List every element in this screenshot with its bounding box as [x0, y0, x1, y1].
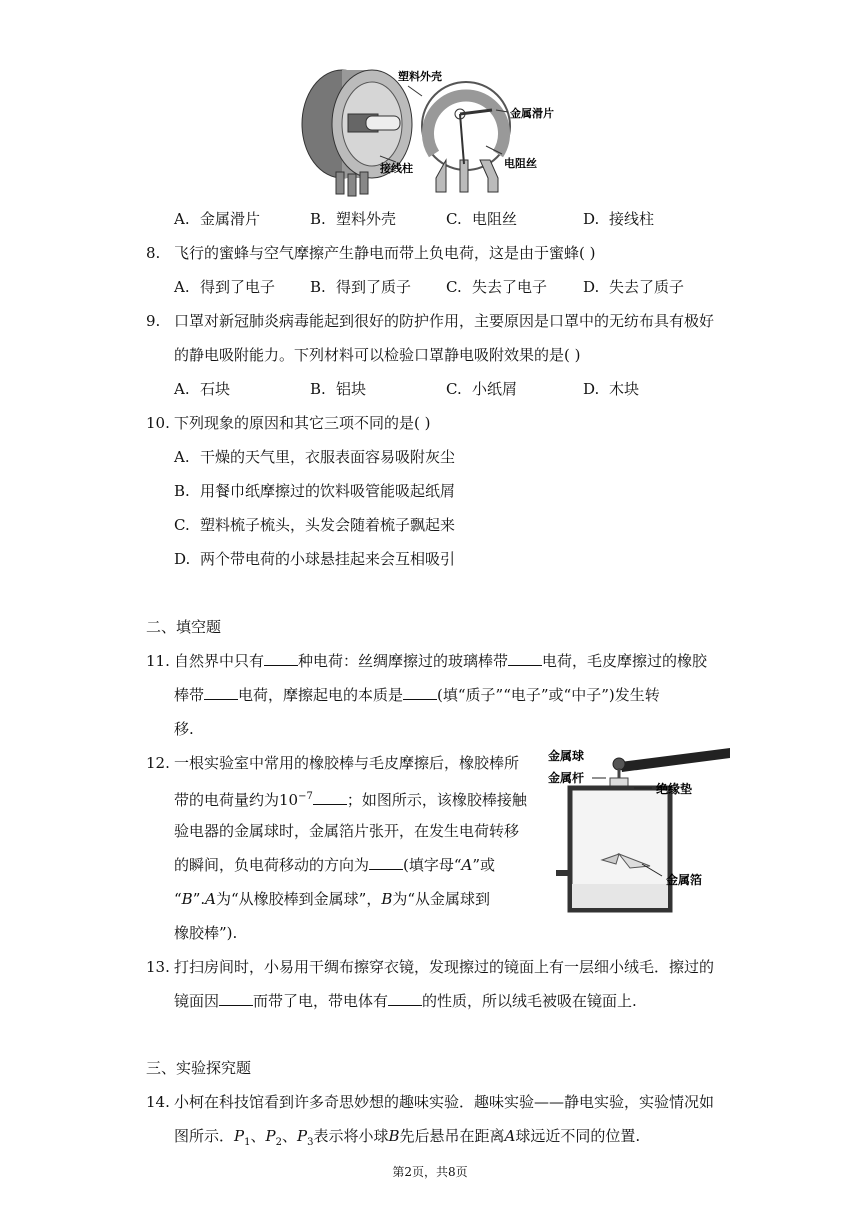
option-text: 塑料外壳 [336, 210, 397, 228]
question-number: 10. [146, 414, 170, 432]
option-text: 塑料梳子梳头，头发会随着梳子飘起来 [200, 516, 456, 534]
option-letter: A. [174, 210, 190, 228]
option-letter: A. [174, 278, 190, 296]
option-letter: B. [310, 278, 326, 296]
label-terminal: 接线柱 [380, 162, 413, 175]
potentiometer-side-view [302, 70, 412, 196]
question-number: 12. [146, 754, 170, 772]
question-text: 验电器的金属球时，金属箔片张开，在发生电荷转移 [174, 822, 520, 840]
text-run: 为“从橡胶棒到金属球”， [215, 890, 382, 908]
label-plastic-shell: 塑料外壳 [398, 70, 442, 83]
option-text: 干燥的天气里，衣服表面容易吸附灰尘 [200, 448, 456, 466]
option-text: 石块 [200, 380, 231, 398]
text-run: 带的电荷量约为 [174, 791, 280, 809]
math-variable: A [205, 890, 216, 908]
text-run: (填字母“ [403, 856, 462, 874]
question-text [174, 991, 637, 1011]
math-variable: P [265, 1127, 276, 1145]
math-variable: A [461, 856, 473, 874]
math-subscript: 2 [275, 1137, 282, 1148]
option-letter: D. [583, 278, 600, 296]
label-resistance-wire: 电阻丝 [504, 157, 537, 170]
question-text [174, 889, 490, 909]
option-text: 接线柱 [609, 210, 655, 228]
option-letter: A. [174, 448, 190, 466]
page-footer: 第2页，共8页 [392, 1165, 468, 1179]
option-letter: A. [174, 380, 190, 398]
jar-base-shading [572, 884, 668, 908]
text-run: (填“质子”“电子”或“中子”)发生转 [437, 686, 660, 704]
option-text: 小纸屑 [472, 380, 518, 398]
text-run: 球远近不同的位置. [515, 1127, 641, 1145]
answer-blank[interactable] [388, 991, 422, 1006]
option-letter: B. [310, 380, 326, 398]
section-heading: 二、填空题 [146, 618, 222, 636]
text-run: 、 [250, 1127, 266, 1145]
text-run: 棒带 [174, 686, 205, 704]
question-number: 13. [146, 958, 170, 976]
question-text: 飞行的蜜蜂与空气摩擦产生静电而带上负电荷，这是由于蜜蜂( ) [174, 244, 596, 262]
math-subscript: 3 [307, 1137, 314, 1148]
text-run: ；如图所示，该橡胶棒接触 [346, 791, 527, 809]
math-subscript: 1 [244, 1137, 251, 1148]
text-run: 而带了电，带电体有 [253, 992, 389, 1010]
text-run: 的性质，所以绒毛被吸在镜面上. [422, 992, 637, 1010]
label-insulating-pad: 绝缘垫 [656, 782, 693, 796]
question-text [174, 685, 660, 705]
text-run: 、 [281, 1127, 297, 1145]
leader-line [408, 86, 422, 96]
text-run: ”. [192, 890, 206, 908]
answer-blank[interactable] [313, 790, 347, 805]
text-run: 为“从金属球到 [392, 890, 491, 908]
option-letter: D. [583, 210, 600, 228]
answer-blank[interactable] [369, 855, 403, 870]
math-variable: A [504, 1127, 516, 1145]
question-text: 口罩对新冠肺炎病毒能起到很好的防护作用，主要原因是口罩中的无纺布具有极好 [174, 312, 715, 330]
section-heading: 三、实验探究题 [146, 1059, 252, 1077]
math-variable: B [388, 1127, 400, 1145]
text-run: 图所示． [174, 1127, 235, 1145]
answer-blank[interactable] [219, 991, 253, 1006]
math-variable: B [381, 890, 393, 908]
question-text: 一根实验室中常用的橡胶棒与毛皮摩擦后，橡胶棒所 [174, 754, 520, 772]
option-letter: D. [174, 550, 191, 568]
option-letter: D. [583, 380, 600, 398]
text-run: 自然界中只有 [174, 652, 265, 670]
option-letter: C. [446, 380, 462, 398]
question-text [174, 787, 527, 810]
math-variable: P [296, 1127, 308, 1145]
text-run: 的瞬间，负电荷移动的方向为 [174, 856, 370, 874]
option-text: 用餐巾纸摩擦过的饮料吸管能吸起纸屑 [200, 482, 456, 500]
text-run: 表示将小球 [313, 1127, 389, 1145]
option-letter: C. [174, 516, 190, 534]
text-run: 镜面因 [174, 992, 220, 1010]
question-text [174, 855, 495, 875]
label-metal-ball: 金属球 [548, 749, 585, 763]
option-text: 铝块 [336, 380, 367, 398]
answer-blank[interactable] [204, 685, 238, 700]
question-text: 打扫房间时，小易用干绸布擦穿衣镜，发现擦过的镜面上有一层细小绒毛．擦过的 [174, 958, 715, 976]
math-variable: P [234, 1127, 245, 1145]
question-text [174, 1126, 640, 1153]
question-number: 8. [146, 244, 161, 262]
question-text: 橡胶棒”). [174, 924, 238, 942]
option-letter: B. [174, 482, 190, 500]
option-text: 失去了电子 [472, 278, 548, 296]
question-number: 9. [146, 312, 161, 330]
potentiometer-figure [296, 66, 578, 200]
math-exponent: −7 [298, 791, 313, 802]
rubber-rod [620, 748, 730, 772]
question-text [174, 651, 707, 671]
math-variable: B [181, 890, 193, 908]
potentiometer-inner-view [422, 82, 510, 192]
option-text: 得到了电子 [200, 278, 276, 296]
option-text: 得到了质子 [336, 278, 412, 296]
option-text: 失去了质子 [609, 278, 685, 296]
answer-blank[interactable] [508, 651, 542, 666]
text-run: “ [174, 890, 182, 908]
text-run: 电荷，摩擦起电的本质是 [238, 686, 404, 704]
text-run: ”或 [472, 856, 496, 874]
question-text: 的静电吸附能力。下列材料可以检验口罩静电吸附效果的是( ) [174, 346, 581, 364]
question-text: 下列现象的原因和其它三项不同的是( ) [174, 414, 431, 432]
math-base: 10 [279, 791, 299, 809]
text-run: 种电荷：丝绸摩擦过的玻璃棒带 [298, 652, 509, 670]
label-metal-foil: 金属箔 [666, 873, 703, 887]
option-text: 木块 [609, 380, 640, 398]
option-text: 两个带电荷的小球悬挂起来会互相吸引 [200, 550, 456, 568]
answer-blank[interactable] [264, 651, 298, 666]
option-letter: C. [446, 278, 462, 296]
question-text: 移. [174, 720, 194, 738]
side-mark [556, 870, 572, 876]
option-text: 电阻丝 [472, 210, 518, 228]
label-metal-rod: 金属杆 [548, 771, 585, 785]
text-run: 先后悬吊在距离 [399, 1127, 505, 1145]
text-run: 电荷，毛皮摩擦过的橡胶 [542, 652, 708, 670]
question-number: 14. [146, 1093, 170, 1111]
electroscope-figure [542, 744, 734, 920]
option-text: 金属滑片 [200, 210, 261, 228]
option-letter: B. [310, 210, 326, 228]
answer-blank[interactable] [403, 685, 437, 700]
question-number: 11. [146, 652, 170, 670]
question-text: 小柯在科技馆看到许多奇思妙想的趣味实验．趣味实验——静电实验，实验情况如 [174, 1093, 715, 1111]
option-letter: C. [446, 210, 462, 228]
label-metal-slider: 金属滑片 [510, 107, 554, 120]
